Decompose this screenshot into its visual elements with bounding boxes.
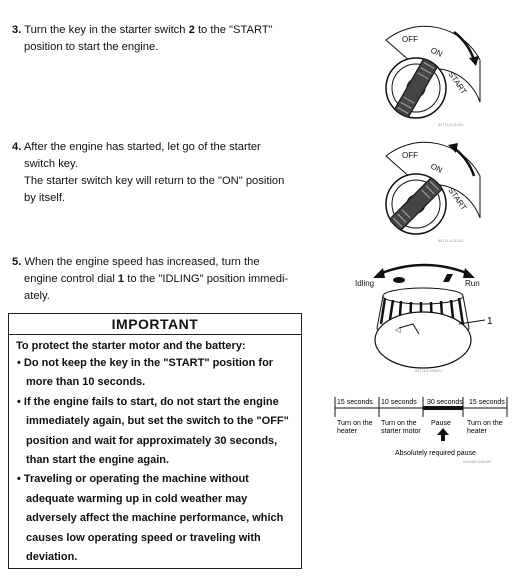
dial-knob-icon [375, 312, 471, 368]
start-label: START [446, 185, 469, 213]
rotation-arrow-icon [454, 148, 474, 176]
starter-switch-start-figure [368, 22, 500, 130]
callout-number: 1 [117, 273, 125, 285]
starting-timeline-figure [333, 393, 513, 473]
off-label: OFF [402, 151, 418, 160]
step-text: position to start the engine. [24, 41, 159, 53]
direction-arrow-icon [379, 265, 469, 274]
important-list [9, 354, 301, 567]
turtle-icon [393, 277, 405, 283]
idling-label: Idling [355, 279, 375, 288]
step-4 [12, 139, 312, 207]
step-text: to the "START" [194, 24, 273, 36]
starter-switch-on-figure [368, 138, 500, 246]
timeline-label: Turn on the [467, 420, 503, 427]
step-text: to the "IDLING" position immedi- [124, 273, 289, 285]
important-bullet: • If the engine fails to start, do not start the engine immediately again, but set the switch to the "OFF" position and wait for approximately 30 seconds, than start the engine again. [17, 395, 289, 467]
arrow-head-icon [469, 56, 479, 66]
figure-code: 847114-01200 [438, 238, 464, 243]
timeline-label: heater [337, 428, 357, 435]
pause-bar [423, 406, 463, 410]
start-label: START [446, 69, 469, 97]
rabbit-icon [443, 274, 453, 282]
arrow-head-right-icon [463, 268, 475, 278]
important-bullet: • Do not keep the key in the "START" position for more than 10 seconds. [17, 357, 274, 389]
timeline-label: Turn on the [381, 420, 417, 427]
step-5 [12, 254, 312, 305]
important-lead: To protect the starter motor and the battery: [16, 340, 246, 352]
timeline-seconds: 10 seconds [381, 399, 417, 406]
step-text: switch key. [24, 158, 78, 170]
svg-text:◁: ◁ [395, 327, 401, 334]
timeline-label: Turn on the [337, 420, 373, 427]
on-label: ON [429, 45, 444, 59]
timeline-label: starter motor [381, 428, 421, 435]
timeline-seconds: 15 seconds [469, 399, 505, 406]
step-number: 5. [12, 256, 22, 268]
step-text: The starter switch key will return to the "ON" position [24, 175, 285, 187]
step-number: 4. [12, 141, 22, 153]
step-text: engine control dial [24, 273, 118, 285]
important-bullet: • Traveling or operating the machine without adequate warming up in cold weather may adversely affect the machine performance, which causes low operating speed or traveling with deviation. [17, 473, 284, 564]
step-text: Turn the key in the starter switch [24, 24, 189, 36]
step-text: After the engine has started, let go of the starter [23, 141, 261, 153]
step-text: by itself. [24, 192, 66, 204]
figure-code: 847114-068092 [415, 368, 443, 373]
rotation-arrow-icon [454, 32, 474, 60]
timeline-label: Pause [431, 420, 451, 427]
timeline-seconds: 30 seconds [427, 399, 463, 406]
callout-number: 1 [487, 316, 493, 327]
timeline-seconds: 15 seconds [337, 399, 373, 406]
step-text: ately. [24, 290, 50, 302]
step-text: When the engine speed has increased, turn the [24, 256, 260, 268]
callout-number: 2 [188, 24, 195, 36]
timeline-caption: Absolutely required pause [395, 450, 476, 457]
off-label: OFF [402, 35, 418, 44]
important-box [8, 313, 302, 569]
timeline-label: heater [467, 428, 487, 435]
up-arrow-icon [437, 428, 449, 441]
step-number: 3. [12, 24, 22, 36]
arrow-head-left-icon [373, 268, 385, 278]
engine-control-dial-figure [355, 262, 505, 374]
step-3 [12, 22, 312, 56]
important-title: IMPORTANT [9, 314, 301, 335]
on-label: ON [429, 161, 444, 175]
run-label: Run [465, 279, 480, 288]
figure-code: 046485-008280 [463, 459, 492, 464]
figure-code: 847112-01200 [438, 122, 464, 127]
